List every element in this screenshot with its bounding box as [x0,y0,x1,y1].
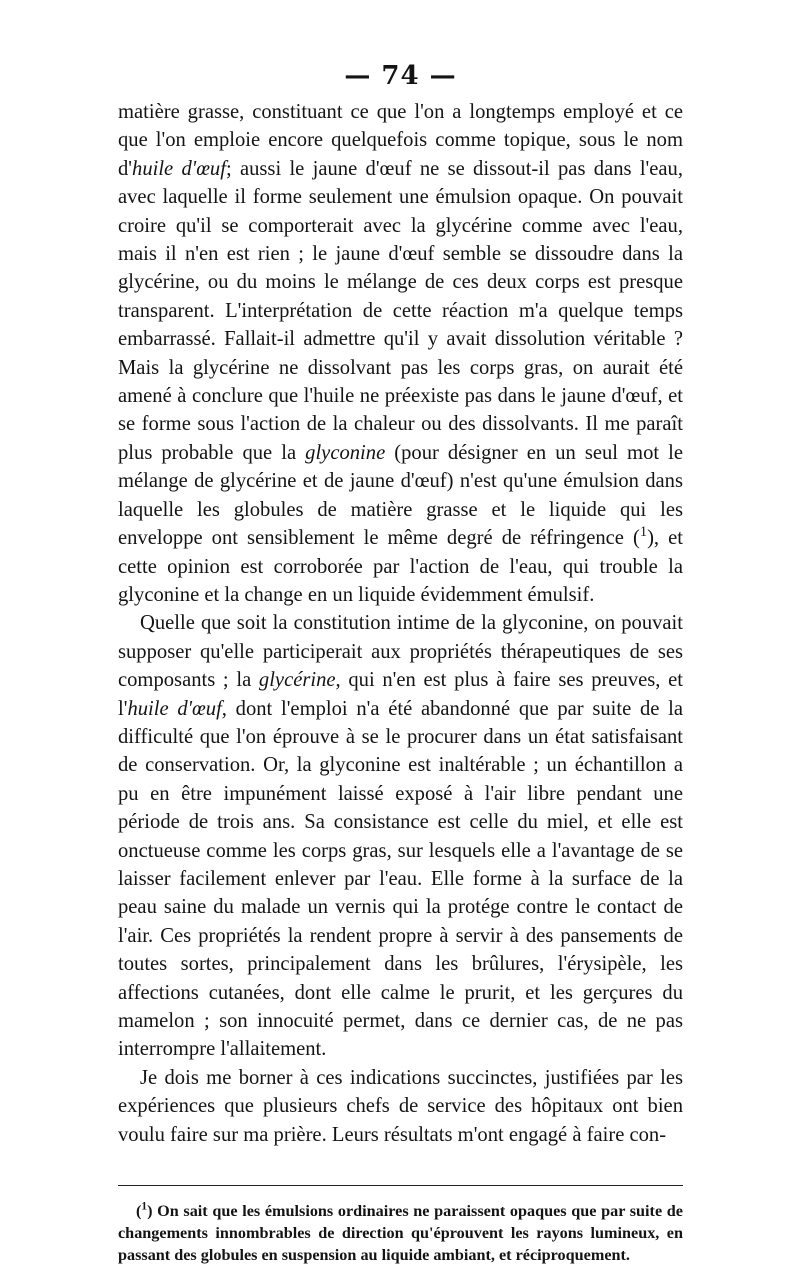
footnote-marker-close: ) [147,1202,153,1221]
paragraph-2-italic-glycerine: glycérine [258,669,336,692]
paragraph-2-text-c: , qui n'en est plus à faire ses preuves, et l' [118,669,683,720]
paragraph-1-italic-huile-doeuf: huile d'œuf [132,157,226,180]
paragraph-2-italic-huile-doeuf: huile d'œuf [127,697,222,720]
footnote-reference: 1 [639,524,648,541]
footnote-divider [118,1185,683,1186]
paragraph-1-text-a: matière grasse, constituant ce que l'on a longtemps employé et ce que l'on emploie encore quelquefois comme topique, sous le nom d' [118,101,683,180]
page-number: — 74 — [344,61,457,91]
paragraph-1-text-e: (pour désigner en un seul mot le mélange de glycérine et de jaune d'œuf) n'est qu'une émulsion dans laquelle les globules de matière grasse et le liquide qui les enveloppe ont sensiblement le même degré de réfringence ( [118,441,683,550]
book-page [118,60,683,1266]
footnote [118,1200,683,1266]
footnote-marker-open: ( [136,1202,142,1221]
paragraph-1-italic-glyconine: glyconine [305,441,386,464]
footnote-marker: 1 [141,1200,148,1213]
paragraph-2-text-e: , dont l'emploi n'a été abandonné que par suite de la difficulté que l'on éprouve à se le procurer dans un état satisfaisant de conservation. Or, la glyconine est inaltérable ; un échantillon a pu en être impunément laissé exposé à l'air libre pendant une période de trois ans. Sa consistance est celle du miel, et elle est onctueuse comme les corps gras, sur lesquels elle a l'avantage de se laisser facilement enlever par l'eau. Elle forme à la surface de la peau saine du malade un vernis qui la protége contre le contact de l'air. Ces propriétés la rendent propre à servir à des pansements de toutes sortes, principalement dans les brûlures, l'érysipèle, les affections cutanées, dont elle calme le prurit, et les gerçures du mamelon ; son innocuité permet, dans ce dernier cas, de ne pas interrompre l'allaitement. [118,697,683,1061]
paragraph-1 [118,98,683,609]
paragraph-1-text-c: ; aussi le jaune d'œuf ne se dissout-il pas dans l'eau, avec laquelle il forme seulement une émulsion opaque. On pouvait croire qu'il se comporterait avec la glycérine comme avec l'eau, mais il n'en est rien ; le jaune d'œuf semble se dissoudre dans la glycérine, ou du moins le mélange de ces deux corps est presque transparent. L'interprétation de cette réaction m'a quelque temps embarrassé. Fallait-il admettre qu'il y avait dissolution véritable ? Mais la glycérine ne dissolvant pas les corps gras, on aurait été amené à conclure que l'huile ne préexiste pas dans le jaune d'œuf, et se forme sous l'action de la chaleur ou des dissolvants. Il me paraît plus probable que la [118,157,683,464]
paragraph-3: Je dois me borner à ces indications succinctes, justifiées par les expériences que plusieurs chefs de service des hôpitaux ont bien voulu faire sur ma prière. Leurs résultats m'ont engagé à faire con- [118,1066,683,1146]
body-text [118,98,683,1149]
paragraph-1-text-g: ), et cette opinion est corroborée par l'action de l'eau, qui trouble la glyconine et la change en un liquide évidemment émulsif. [118,527,683,606]
paragraph-2-text-a: Quelle que soit la constitution intime de la glyconine, on pouvait supposer qu'elle participerait aux propriétés thérapeutiques de ses composants ; la [118,612,683,692]
footnote-text: On sait que les émulsions ordinaires ne paraissent opaques que par suite de changements innombrables de direction qu'éprouvent les rayons lumineux, en passant des globules en suspension au liquide ambiant, et réciproquement. [118,1202,683,1265]
paragraph-2 [118,609,683,1064]
